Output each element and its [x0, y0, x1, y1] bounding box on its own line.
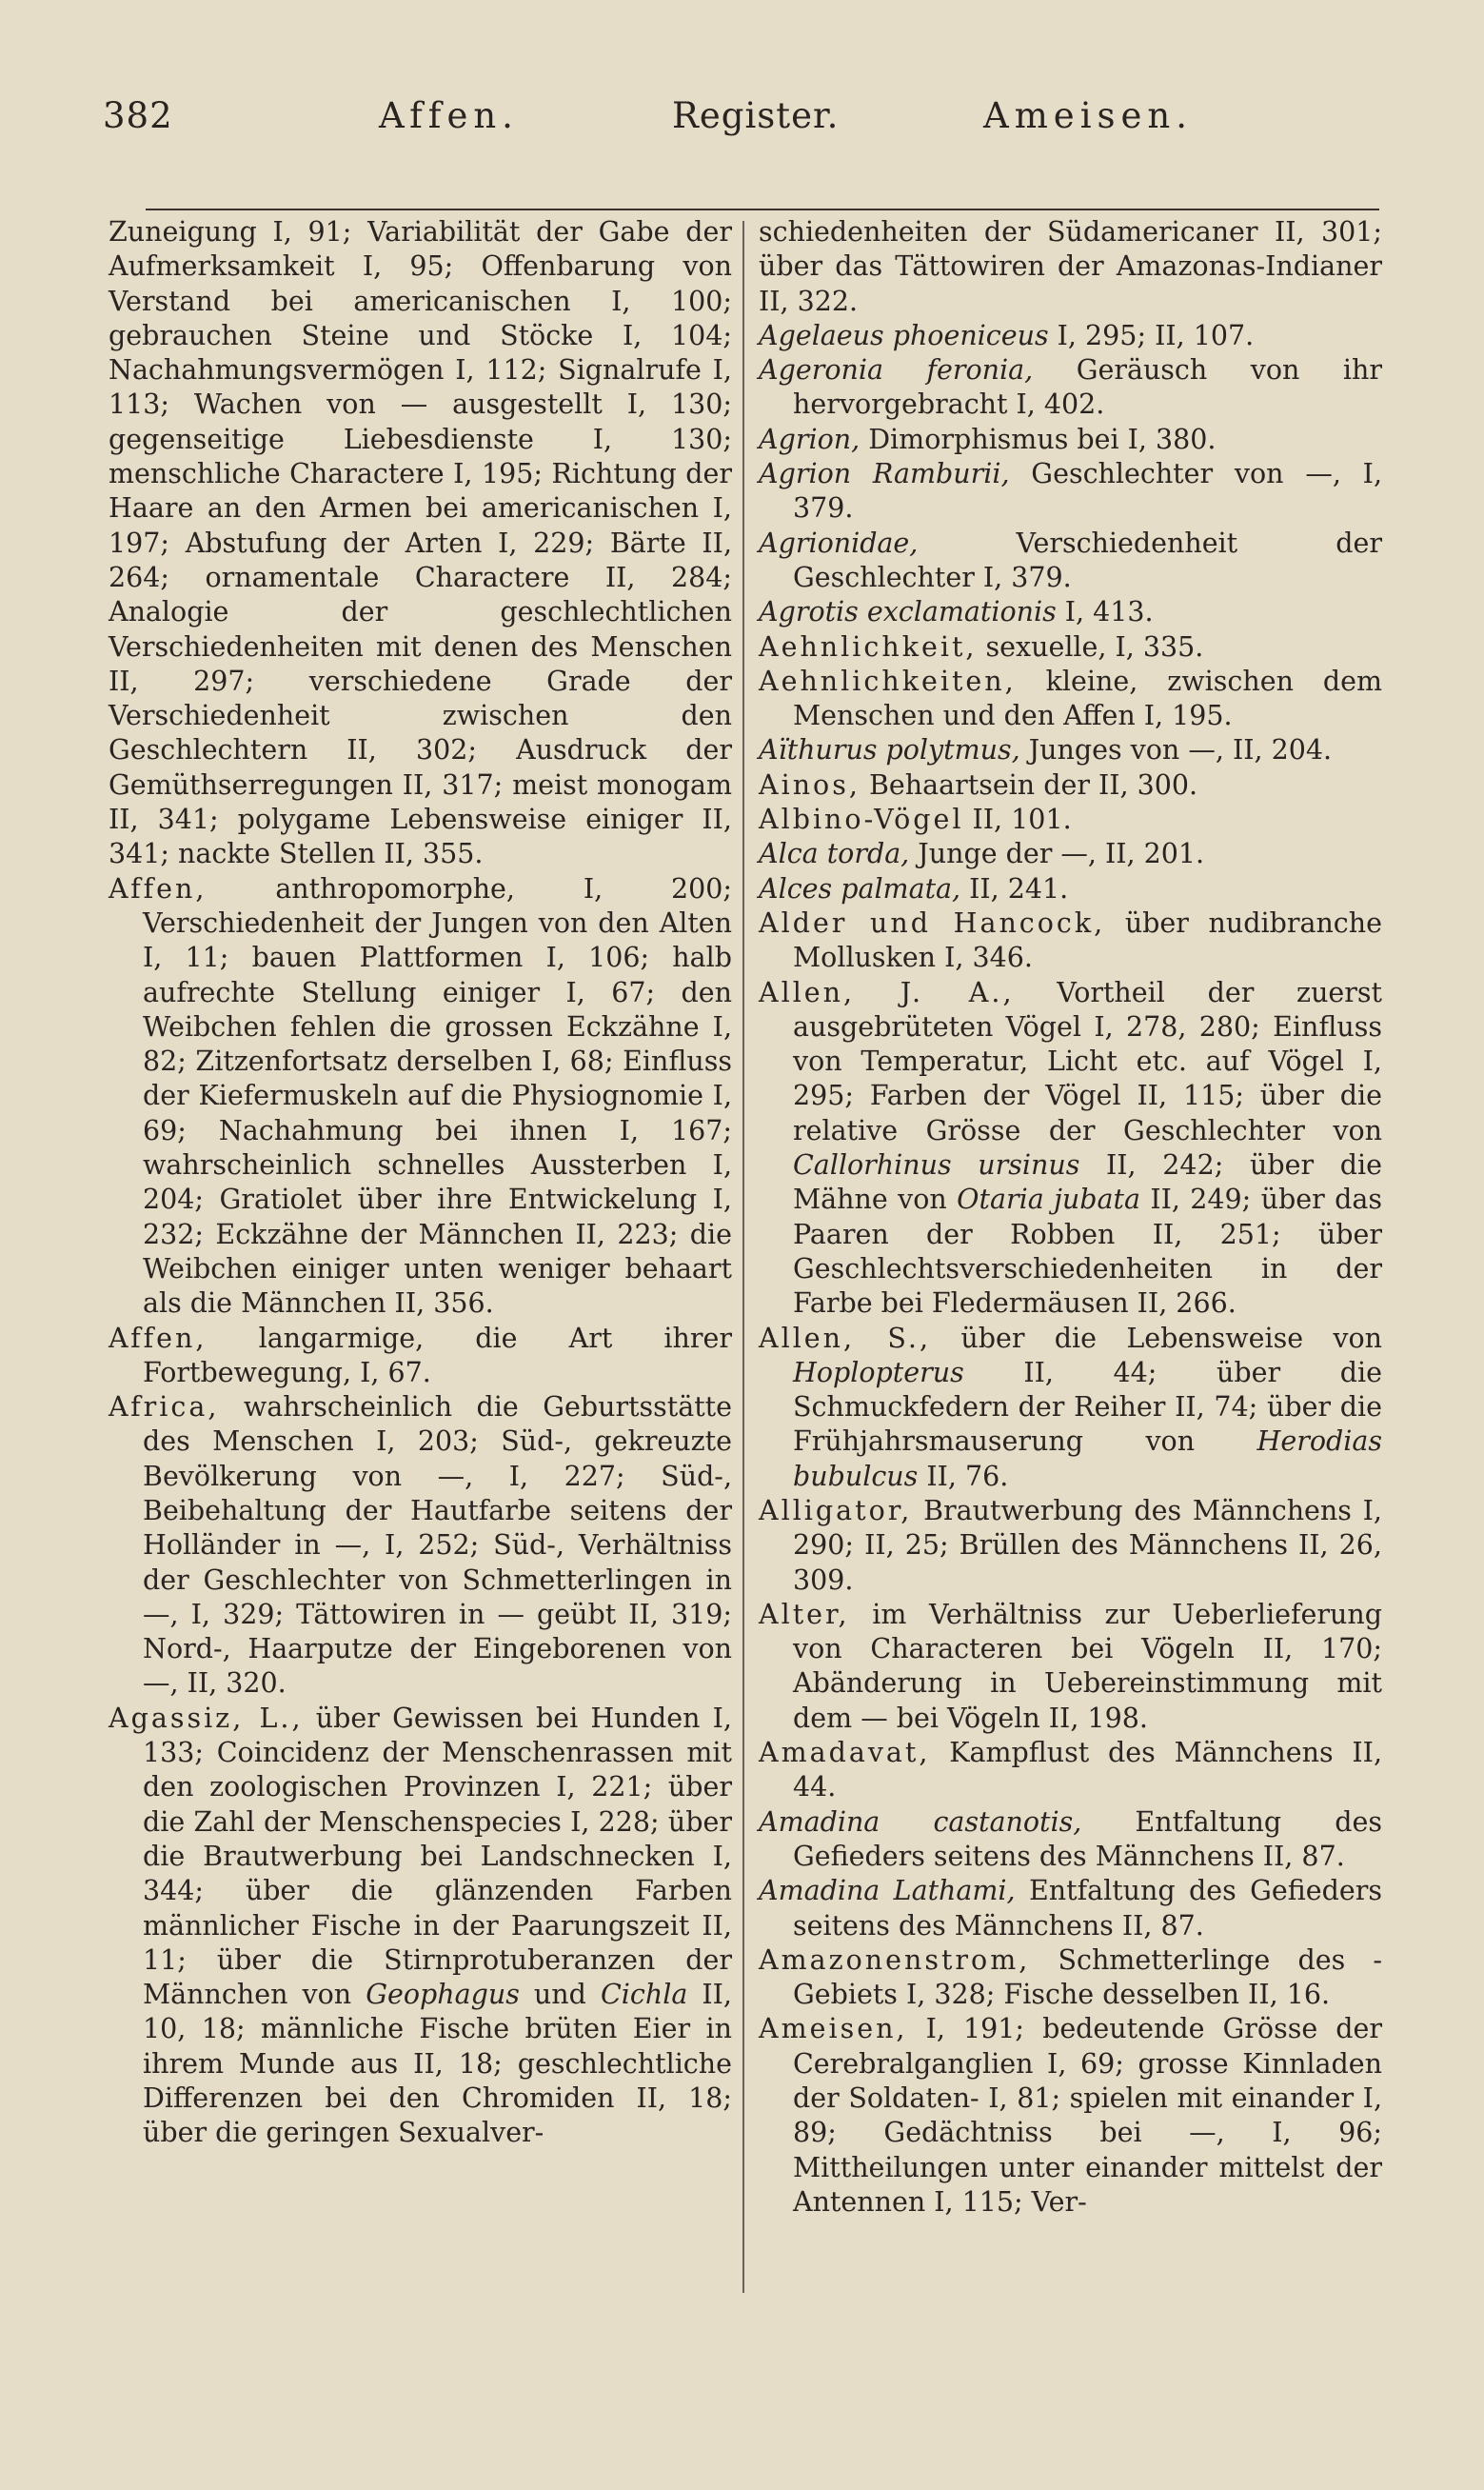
taxon-name: Agrion Ramburii,	[759, 458, 1010, 490]
index-entry	[759, 1943, 1382, 2013]
entry-text: II, 101.	[963, 804, 1072, 836]
entry-text: Dimorphismus bei I, 380.	[860, 423, 1217, 455]
entry-headword: Amazonenstrom,	[759, 1943, 1031, 1976]
index-entry	[759, 527, 1382, 596]
index-entry	[109, 215, 732, 872]
index-entry	[759, 595, 1382, 629]
entry-headword: Ainos,	[759, 768, 861, 801]
taxon-name: Agrotis exclamationis	[759, 596, 1057, 628]
entry-text: und	[519, 1979, 601, 2011]
entry-text: Verschiedenheit der Geschlechter I, 379.	[793, 527, 1382, 593]
taxon-name: Ageronia feronia,	[759, 354, 1034, 387]
index-entry	[759, 803, 1382, 837]
taxon-name: Callorhinus ursinus	[793, 1149, 1080, 1182]
entry-text: II, 76.	[918, 1460, 1009, 1492]
entry-text: über Gewissen bei Hunden I, 133; Coincidenz der Menschenrassen mit den zoologischen Provinzen I, 221; über die Zahl der Menschenspecies I, 228; über die Brautwerbung bei Landschnecken I, 344; über die glänzenden Farben männlicher Fische in der Paarungszeit II, 11; über die Stirnprotuberanzen der Männchen von	[143, 1702, 732, 2011]
entry-text: II, 242; über die Mähne von	[793, 1149, 1382, 1216]
index-entry	[759, 1322, 1382, 1494]
taxon-name: Aïthurus polytmus,	[759, 734, 1020, 767]
index-entry	[759, 906, 1382, 976]
entry-headword: Alder und Hancock,	[759, 906, 1106, 939]
index-entry	[759, 976, 1382, 1322]
taxon-name: Amadina castanotis,	[759, 1805, 1082, 1838]
taxon-name: Agrion,	[759, 423, 861, 455]
taxon-name: Alces palmata,	[759, 872, 961, 905]
entry-text: Brautwerbung des Männchens I, 290; II, 25; Brüllen des Männchens II, 26, 309.	[793, 1494, 1382, 1596]
index-entry	[759, 630, 1382, 665]
index-entry	[759, 457, 1382, 527]
index-entry	[759, 1736, 1382, 1805]
entry-headword: Affen,	[109, 1322, 208, 1354]
header-right-keyword: Ameisen.	[983, 95, 1194, 136]
index-entry	[109, 1390, 732, 1702]
entry-text: Geräusch von ihr hervorgebracht I, 402.	[793, 354, 1383, 421]
taxon-name: Otaria jubata	[957, 1184, 1140, 1216]
entry-text: II, 241.	[960, 872, 1069, 905]
entry-headword: Amadavat,	[759, 1737, 931, 1769]
entry-text: I, 413.	[1056, 596, 1154, 628]
entry-text: Zuneigung I, 91; Variabilität der Gabe der Aufmerksamkeit I, 95; Offenbarung von Verstand bei americanischen I, 100; gebrauchen Steine und Stöcke I, 104; Nachahmungsvermögen I, 112; Signalrufe I, 113; Wachen von — ausgestellt I, 130; gegenseitige Liebesdienste I, 130; menschliche Charactere I, 195; Richtung der Haare an den Armen bei americanischen I, 197; Abstufung der Arten I, 229; Bärte II, 264; ornamentale Charactere II, 284; Analogie der geschlechtlichen Verschiedenheiten mit denen des Menschen II, 297; verschiedene Grade der Verschiedenheit zwischen den Geschlechtern II, 302; Ausdruck der Gemüthserregungen II, 317; meist monogam II, 341; polygame Lebensweise einiger II, 341; nackte Stellen II, 355.	[109, 216, 732, 870]
index-entry	[759, 353, 1382, 423]
entry-headword: Aehnlichkeit,	[759, 630, 978, 663]
entry-text: II, 44; über die Schmuckfedern der Reiher II, 74; über die Frühjahrsmauserung von	[793, 1356, 1382, 1458]
page-number: 382	[103, 95, 173, 136]
header-title: Register.	[672, 95, 840, 136]
index-entry	[759, 837, 1382, 871]
entry-text: schiedenheiten der Südamericaner II, 301; über das Tättowiren der Amazonas-Indianer II, 322.	[759, 216, 1382, 317]
index-entry	[759, 733, 1382, 767]
left-column	[109, 215, 732, 2151]
entry-text: I, 191; bedeutende Grösse der Cerebralganglien I, 69; grosse Kinnladen der Soldaten- I, 81; spielen mit einander I, 89; Gedächtniss bei —, I, 96; Mittheilungen unter einander mittelst der Antennen I, 115; Ver-	[793, 2013, 1382, 2218]
entry-text: Geschlechter von —, I, 379.	[793, 458, 1382, 525]
index-entry	[759, 215, 1382, 319]
index-entry	[109, 872, 732, 1322]
index-entry	[109, 1702, 732, 2151]
header-rule	[146, 209, 1379, 210]
entry-headword: Africa,	[109, 1391, 220, 1424]
entry-text: anthropomorphe, I, 200; Verschiedenheit der Jungen von den Alten I, 11; bauen Plattformen I, 106; halb aufrechte Stellung einiger I, 67; den Weibchen fehlen die grossen Eckzähne I, 82; Zitzenfortsatz derselben I, 68; Einfluss der Kiefermuskeln auf die Physiognomie I, 69; Nachahmung bei ihnen I, 167; wahrscheinlich schnelles Aussterben I, 204; Gratiolet über ihre Entwickelung I, 232; Eckzähne der Männchen II, 223; die Weibchen einiger unten weniger behaart als die Männchen II, 356.	[143, 872, 732, 1320]
index-entry	[759, 423, 1382, 457]
entry-headword: Albino-Vögel	[759, 804, 964, 836]
entry-text: Junges von —, II, 204.	[1019, 734, 1333, 767]
entry-text: II, 249; über das Paaren der Robben II, 251; über Geschlechtsverschiedenheiten in der Farbe bei Fledermäusen II, 266.	[793, 1184, 1382, 1320]
index-entry	[759, 1874, 1382, 1943]
entry-text: I, 295; II, 107.	[1048, 319, 1255, 351]
taxon-name: Amadina Lathami,	[759, 1875, 1016, 1907]
entry-text: sexuelle, I, 335.	[977, 630, 1204, 663]
running-header	[103, 95, 1381, 152]
entry-text: Entfaltung des Gefieders seitens des Männchens II, 87.	[793, 1805, 1383, 1872]
entry-text: kleine, zwischen dem Menschen und den Affen I, 195.	[793, 665, 1382, 732]
entry-text: II, 10, 18; männliche Fische brüten Eier in ihrem Munde aus II, 18; geschlechtliche Differenzen bei den Chromiden II, 18; über die geringen Sexualver-	[143, 1979, 732, 2149]
entry-text: Junge der —, II, 201.	[909, 838, 1205, 870]
taxon-name: Hoplopterus	[793, 1356, 964, 1388]
right-column	[759, 215, 1382, 2220]
entry-text: Vortheil der zuerst ausgebrüteten Vögel I, 278, 280; Einfluss von Temperatur, Licht etc. auf Vögel I, 295; Farben der Vögel II, 115; über die relative Grösse der Geschlechter von	[793, 976, 1382, 1146]
entry-text: Behaartsein der II, 300.	[860, 768, 1198, 801]
taxon-name: Geophagus	[366, 1979, 520, 2011]
entry-text: Entfaltung des Gefieders seitens des Männchens II, 87.	[793, 1875, 1382, 1942]
index-entry	[759, 872, 1382, 906]
taxon-name: Cichla	[600, 1979, 688, 2011]
entry-headword: Alligator,	[759, 1494, 913, 1526]
entry-headword: Allen, J. A.,	[759, 976, 1015, 1008]
entry-headword: Agassiz, L.,	[109, 1702, 304, 1734]
index-entry	[759, 768, 1382, 803]
index-entry	[759, 2012, 1382, 2220]
entry-text: über die Lebensweise von	[931, 1322, 1383, 1354]
entry-headword: Affen,	[109, 872, 208, 905]
entry-headword: Allen, S.,	[759, 1322, 932, 1354]
index-entry	[759, 1598, 1382, 1736]
index-entry	[759, 319, 1382, 353]
entry-headword: Alter,	[759, 1598, 850, 1630]
entry-headword: Aehnlichkeiten,	[759, 665, 1017, 697]
entry-text: im Verhältniss zur Ueberlieferung von Characteren bei Vögeln II, 170; Abänderung in Uebereinstimmung mit dem — bei Vögeln II, 198.	[793, 1598, 1382, 1734]
entry-text: über nudibranche Mollusken I, 346.	[793, 906, 1382, 974]
taxon-name: Alca torda,	[759, 838, 910, 870]
entry-text: langarmige, die Art ihrer Fortbewegung, I, 67.	[143, 1322, 732, 1388]
index-entry	[759, 665, 1382, 734]
entry-text: Schmetterlinge des -Gebiets I, 328; Fische desselben II, 16.	[793, 1943, 1382, 2011]
entry-text: Kampflust des Männchens II, 44.	[793, 1737, 1382, 1803]
column-divider	[742, 221, 744, 2293]
entry-text: wahrscheinlich die Geburtsstätte des Menschen I, 203; Süd-, gekreuzte Bevölkerung von —, I, 227; Süd-, Beibehaltung der Hautfarbe seitens der Holländer in —, I, 252; Süd-, Verhältniss der Geschlechter von Schmetterlingen in —, I, 329; Tättowiren in — geübt II, 319; Nord-, Haarputze der Eingeborenen von —, II, 320.	[143, 1391, 732, 1700]
index-entry	[759, 1805, 1382, 1875]
index-entry	[759, 1494, 1382, 1598]
taxon-name: Agrionidae,	[759, 527, 919, 559]
taxon-name: Herodias bubulcus	[793, 1425, 1382, 1492]
header-left-keyword: Affen.	[379, 95, 519, 136]
entry-headword: Ameisen,	[759, 2013, 908, 2045]
index-entry	[109, 1322, 732, 1391]
taxon-name: Agelaeus phoeniceus	[759, 319, 1049, 351]
